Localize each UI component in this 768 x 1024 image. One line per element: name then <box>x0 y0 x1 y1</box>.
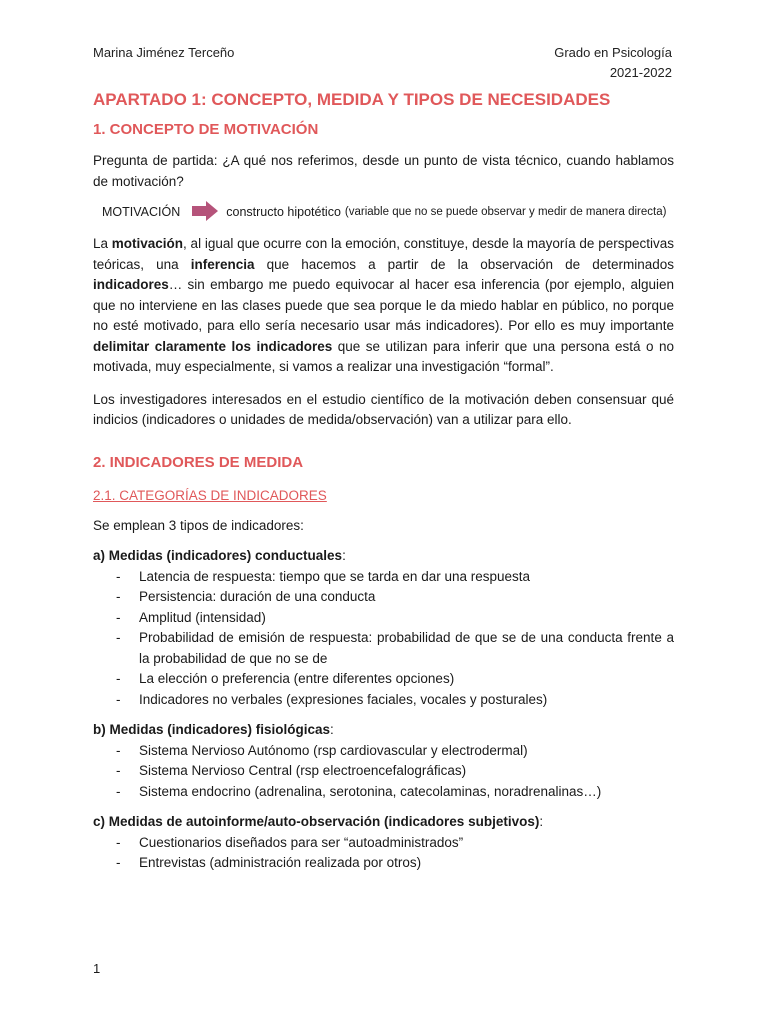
list-item: - La elección o preferencia (entre diferentes opciones) <box>116 671 455 686</box>
list-item: - Entrevistas (administración realizada por otros) <box>116 855 422 870</box>
list-item: - Sistema Nervioso Central (rsp electroencefalográficas) <box>116 763 467 778</box>
indicators-intro: Se emplean 3 tipos de indicadores: <box>93 517 304 533</box>
researchers-paragraph: Los investigadores interesados en el estudio científico de la motivación deben consensuar qué indicios (indicadores o unidades de medida/observación) van a utilizar para ello. <box>93 391 674 427</box>
list-item: - Sistema endocrino (adrenalina, serotonina, catecolaminas, noradrenalinas…) <box>116 783 602 799</box>
right-arrow-icon <box>192 201 218 224</box>
subsection-title-indicators: 2. INDICADORES DE MEDIDA <box>93 453 304 471</box>
motivation-paragraph: La motivación, al igual que ocurre con la emoción, constituye, desde la mayoría de perspectivas teóricas, una inferencia que hacemos a partir de la observación de determinados indicadores… sin embargo me puedo equivocar al hacer esa inferencia (por ejemplo, alguien que no interviene en las clases puede que sea porque le da miedo hablar en público, no porque no esté motivado, para ello sería necesario usar más indicadores). Por ello es muy importante delimitar claramente los indicadores que se utilizan para inferir que una persona está o no motivada, muy especialmente, si vamos a realizar una investigación “formal”. <box>93 236 675 374</box>
list-item: - Persistencia: duración de una conducta <box>116 589 376 604</box>
group-b-heading: b) Medidas (indicadores) fisiológicas: <box>93 722 334 737</box>
list-item: - Probabilidad de emisión de respuesta: probabilidad de que se de una conducta frente a la probabilidad de que no se de <box>116 630 674 666</box>
section-title: APARTADO 1: CONCEPTO, MEDIDA Y TIPOS DE NECESIDADES <box>93 90 611 109</box>
group-c-heading: c) Medidas de autoinforme/auto-observación (indicadores subjetivos): <box>93 814 544 829</box>
question-paragraph: Pregunta de partida: ¿A qué nos referimos, desde un punto de vista técnico, cuando hablamos de motivación? <box>93 153 674 189</box>
list-item: - Sistema Nervioso Autónomo (rsp cardiovascular y electrodermal) <box>116 742 528 758</box>
group-c-list <box>93 833 674 874</box>
subsubsection-title-categories: 2.1. CATEGORÍAS DE INDICADORES <box>93 487 327 503</box>
subsection-title-concept: 1. CONCEPTO DE MOTIVACIÓN <box>93 121 319 138</box>
header-right <box>554 43 672 83</box>
list-item: - Indicadores no verbales (expresiones faciales, vocales y posturales) <box>116 691 548 707</box>
motivation-diagram <box>93 199 674 225</box>
diagram-left-label: MOTIVACIÓN <box>102 205 181 219</box>
diagram-right-label: constructo hipotético <box>226 205 341 219</box>
diagram-note: (variable que no se puede observar y medir de manera directa) <box>344 206 667 218</box>
list-item: - Cuestionarios diseñados para ser “autoadministrados” <box>116 834 464 850</box>
group-b-list <box>93 741 674 803</box>
group-a-list <box>93 567 674 711</box>
page-number: 1 <box>93 961 101 976</box>
group-a-heading: a) Medidas (indicadores) conductuales: <box>93 548 346 563</box>
header-degree: Grado en Psicología <box>554 45 672 60</box>
list-item: - Latencia de respuesta: tiempo que se tarda en dar una respuesta <box>116 568 531 584</box>
header-year: 2021-2022 <box>609 65 672 80</box>
main-content <box>93 87 674 874</box>
header-author: Marina Jiménez Terceño <box>93 45 235 60</box>
list-item: - Amplitud (intensidad) <box>116 609 266 625</box>
